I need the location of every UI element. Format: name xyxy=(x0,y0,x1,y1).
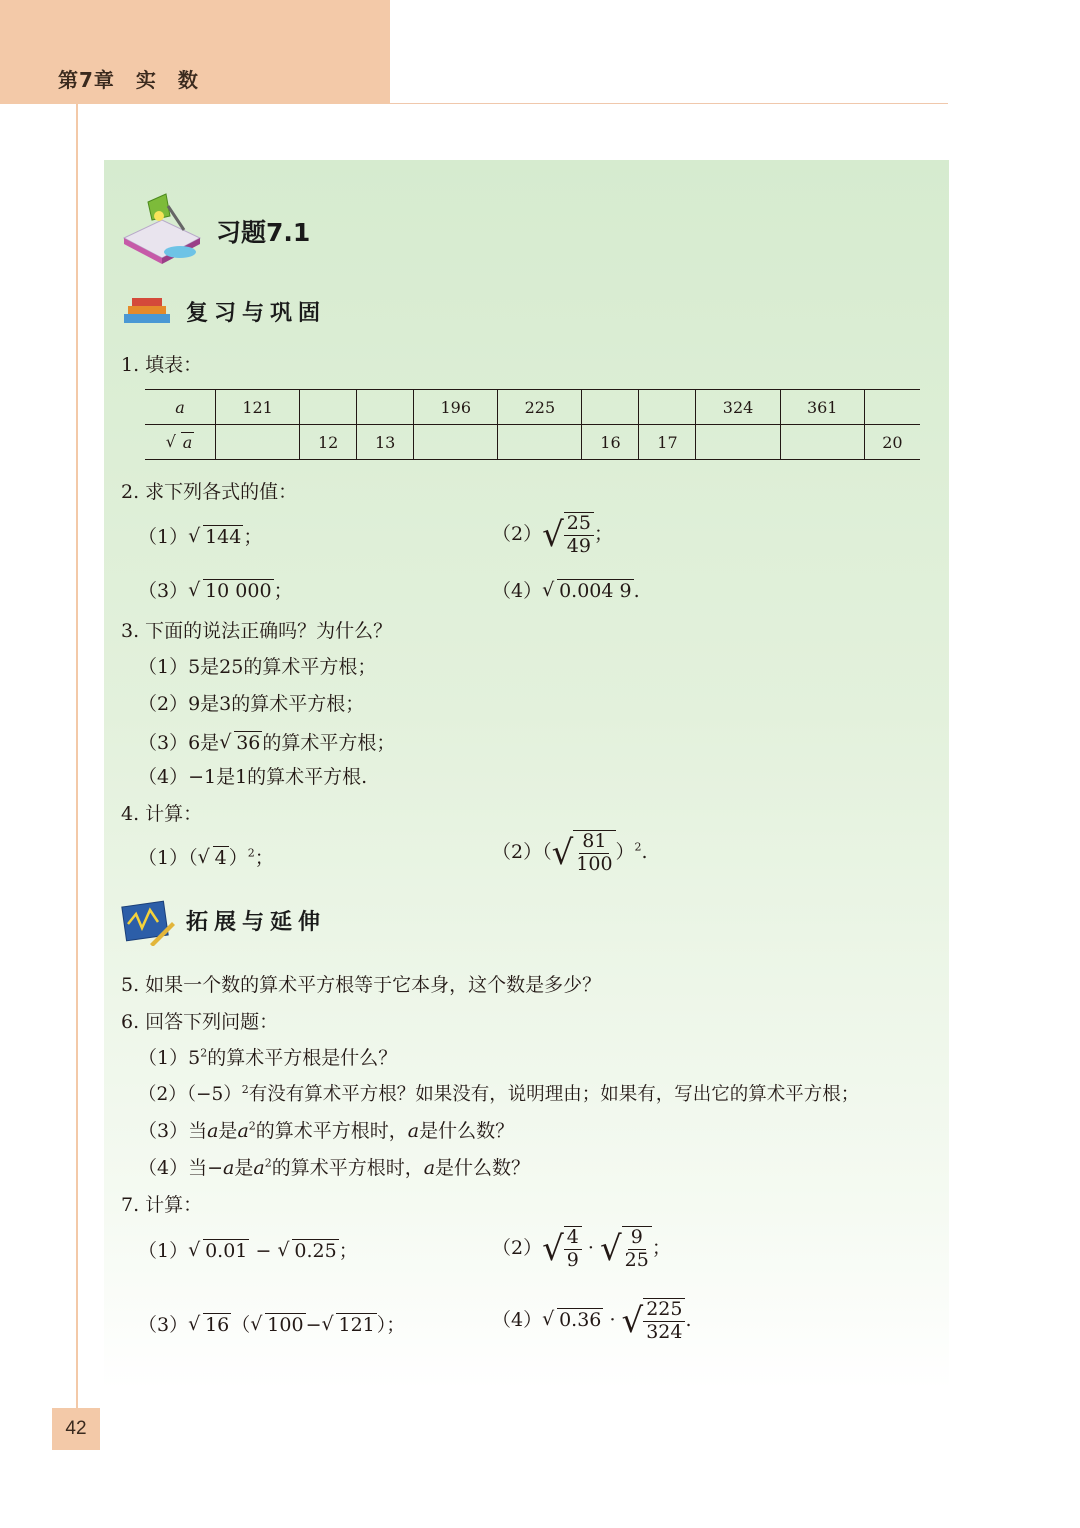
chapter-title: 第7章 实 数 xyxy=(58,68,199,92)
q6-label: 6. 回答下列问题： xyxy=(121,1011,279,1033)
section-extension-title: 拓展与延伸 xyxy=(186,910,327,935)
q3-item-2: （2）9是3的算术平方根； xyxy=(138,693,365,715)
table-row-sqrt xyxy=(145,425,920,460)
row-sqrt-header: √ a xyxy=(145,425,216,460)
q2-item-2: （2） √ $\frac{25}{49}$ ； xyxy=(492,512,613,557)
q6-item-1: $(1)5^2$的算术平方根是什么？ xyxy=(138,1046,398,1069)
lamp-book-icon xyxy=(118,190,204,268)
table-cell: 324 xyxy=(696,390,780,425)
q7-label: 7. 计算： xyxy=(121,1194,203,1216)
table-cell: 361 xyxy=(780,390,864,425)
q3-item-4: （4）−1是1的算术平方根. xyxy=(138,766,368,788)
q3-item-3: （3）6是√ 36 的算术平方根； xyxy=(138,728,395,755)
table-cell xyxy=(639,390,696,425)
fill-table xyxy=(145,389,920,460)
table-cell xyxy=(414,425,498,460)
margin-rule xyxy=(76,104,78,1410)
table-row-a xyxy=(145,390,920,425)
q2-label: 2. 求下列各式的值： xyxy=(121,481,298,503)
q7-item-2: （2） √ $\frac{4}{9}$ · √ $\frac{9}{25}$ ； xyxy=(492,1226,671,1271)
q3-label: 3. 下面的说法正确吗？为什么？ xyxy=(121,620,393,642)
table-cell: 225 xyxy=(498,390,582,425)
table-cell: 121 xyxy=(216,390,300,425)
q7-item-4: （4）√ 0.36 · √ $\frac{225}{324}$ . xyxy=(492,1298,692,1344)
header-rule xyxy=(390,103,948,104)
q2-item-1: （1）√ 144 ； xyxy=(138,522,262,549)
q4-item-2: （2）（ √ $\frac{81}{100}$ ）$^2$. xyxy=(492,830,648,875)
q7-item-1: （1）√ 0.01 − √ 0.25 ； xyxy=(138,1236,358,1263)
table-cell: 16 xyxy=(582,425,639,460)
q3-item-1: （1）5是25的算术平方根； xyxy=(138,656,377,678)
table-cell xyxy=(780,425,864,460)
q5-label: 5. 如果一个数的算术平方根等于它本身，这个数是多少？ xyxy=(121,974,602,996)
table-cell xyxy=(300,390,357,425)
table-cell xyxy=(696,425,780,460)
q2-item-3: （3）√ 10 000 ； xyxy=(138,576,293,603)
table-cell: 196 xyxy=(414,390,498,425)
table-cell xyxy=(498,425,582,460)
q6-item-4: （4）当−a是$a^2$的算术平方根时，a是什么数？ xyxy=(138,1156,531,1179)
q2-item-4: （4）√ 0.004 9 . xyxy=(492,576,640,603)
row-a-header: a xyxy=(145,390,216,425)
table-cell xyxy=(357,390,414,425)
table-cell xyxy=(582,390,639,425)
q4-label: 4. 计算： xyxy=(121,803,203,825)
table-cell: 20 xyxy=(864,425,920,460)
exercise-title: 习题7.1 xyxy=(216,218,311,247)
chart-pen-icon xyxy=(120,900,176,946)
page-number: 42 xyxy=(52,1408,100,1450)
table-cell: 12 xyxy=(300,425,357,460)
q6-item-2: $(2)(-5)^2$有没有算术平方根？如果没有，说明理由；如果有，写出它的算术平方根； xyxy=(138,1082,860,1105)
table-cell xyxy=(864,390,920,425)
table-cell: 17 xyxy=(639,425,696,460)
table-cell xyxy=(216,425,300,460)
q4-item-1: （1）（√ 4 ）$^2$； xyxy=(138,843,274,870)
section-review-title: 复习与巩固 xyxy=(186,301,327,326)
books-icon xyxy=(120,294,176,328)
table-cell: 13 xyxy=(357,425,414,460)
q6-item-3: （3）当a是$a^2$的算术平方根时，a是什么数？ xyxy=(138,1119,515,1142)
q1-label: 1. 填表： xyxy=(121,354,203,376)
q7-item-3: （3）√ 16 （√ 100 −√ 121 ）； xyxy=(138,1310,405,1337)
